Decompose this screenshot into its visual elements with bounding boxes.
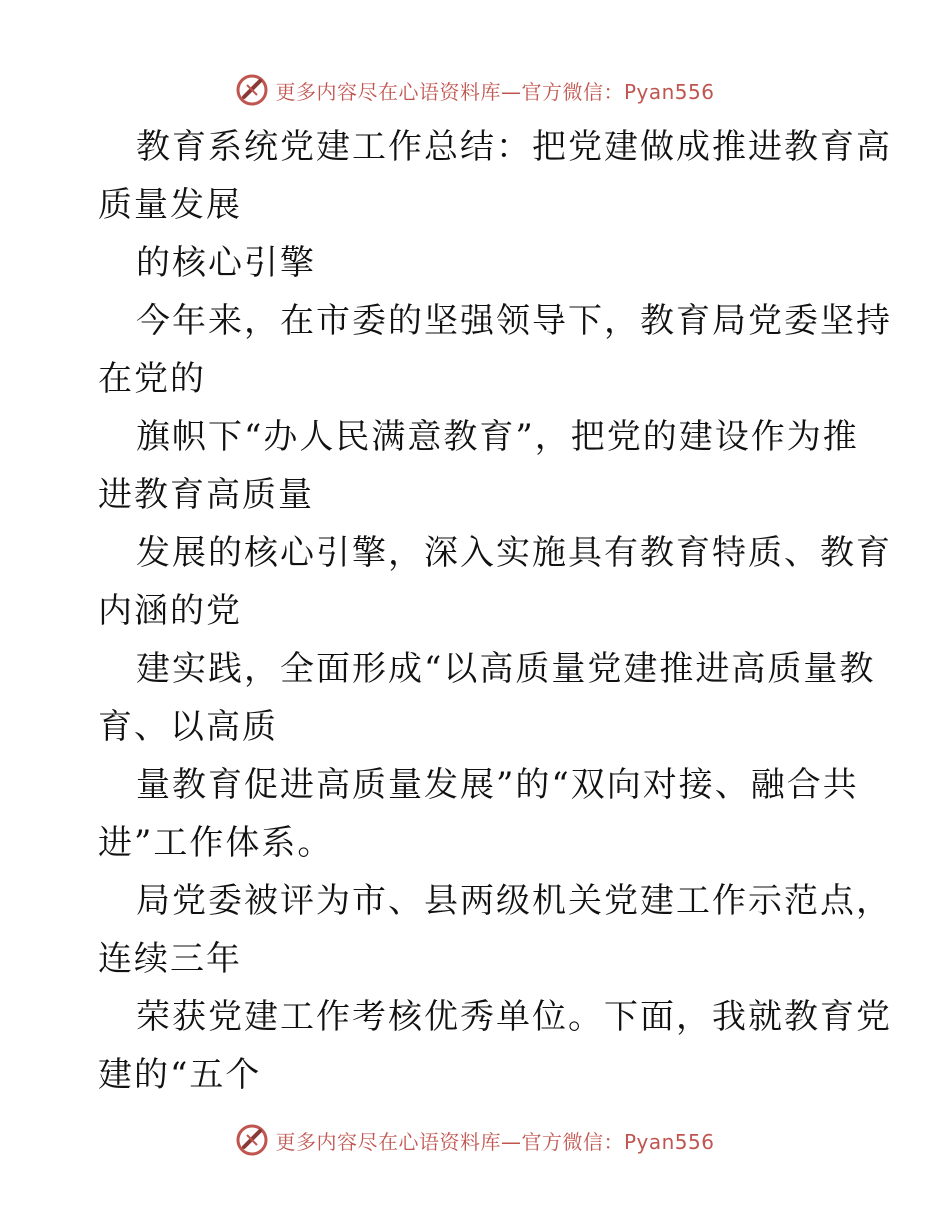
watermark-footer bbox=[0, 1120, 950, 1160]
text-line: 的核心引擎 bbox=[136, 243, 316, 283]
watermark-text: 更多内容尽在心语资料库—官方微信：Pyan556 bbox=[275, 79, 715, 104]
text-line: 连续三年 bbox=[98, 939, 242, 979]
watermark-text: 更多内容尽在心语资料库—官方微信：Pyan556 bbox=[275, 1129, 715, 1154]
text-line: 内涵的党 bbox=[98, 591, 242, 631]
text-line: 局党委被评为市、县两级机关党建工作示范点， bbox=[136, 881, 892, 921]
text-line: 进教育高质量 bbox=[98, 475, 314, 515]
text-line: 教育系统党建工作总结：把党建做成推进教育高 bbox=[136, 127, 892, 167]
text-line: 进”工作体系。 bbox=[98, 823, 334, 863]
text-line: 今年来，在市委的坚强领导下，教育局党委坚持 bbox=[136, 301, 892, 341]
brand-logo-icon bbox=[235, 1123, 269, 1157]
text-line: 旗帜下“办人民满意教育”，把党的建设作为推 bbox=[136, 417, 859, 457]
text-line: 在党的 bbox=[98, 359, 206, 399]
document-body bbox=[98, 118, 892, 1104]
text-line: 发展的核心引擎，深入实施具有教育特质、教育 bbox=[136, 533, 892, 573]
text-line: 荣获党建工作考核优秀单位。下面，我就教育党 bbox=[136, 997, 892, 1037]
text-line: 质量发展 bbox=[98, 185, 242, 225]
text-line: 育、以高质 bbox=[98, 707, 278, 747]
watermark-header bbox=[0, 70, 950, 110]
text-line: 建实践，全面形成“以高质量党建推进高质量教 bbox=[136, 649, 876, 689]
text-line: 建的“五个 bbox=[98, 1055, 262, 1095]
text-line: 量教育促进高质量发展”的“双向对接、融合共 bbox=[136, 765, 859, 805]
brand-logo-icon bbox=[235, 73, 269, 107]
